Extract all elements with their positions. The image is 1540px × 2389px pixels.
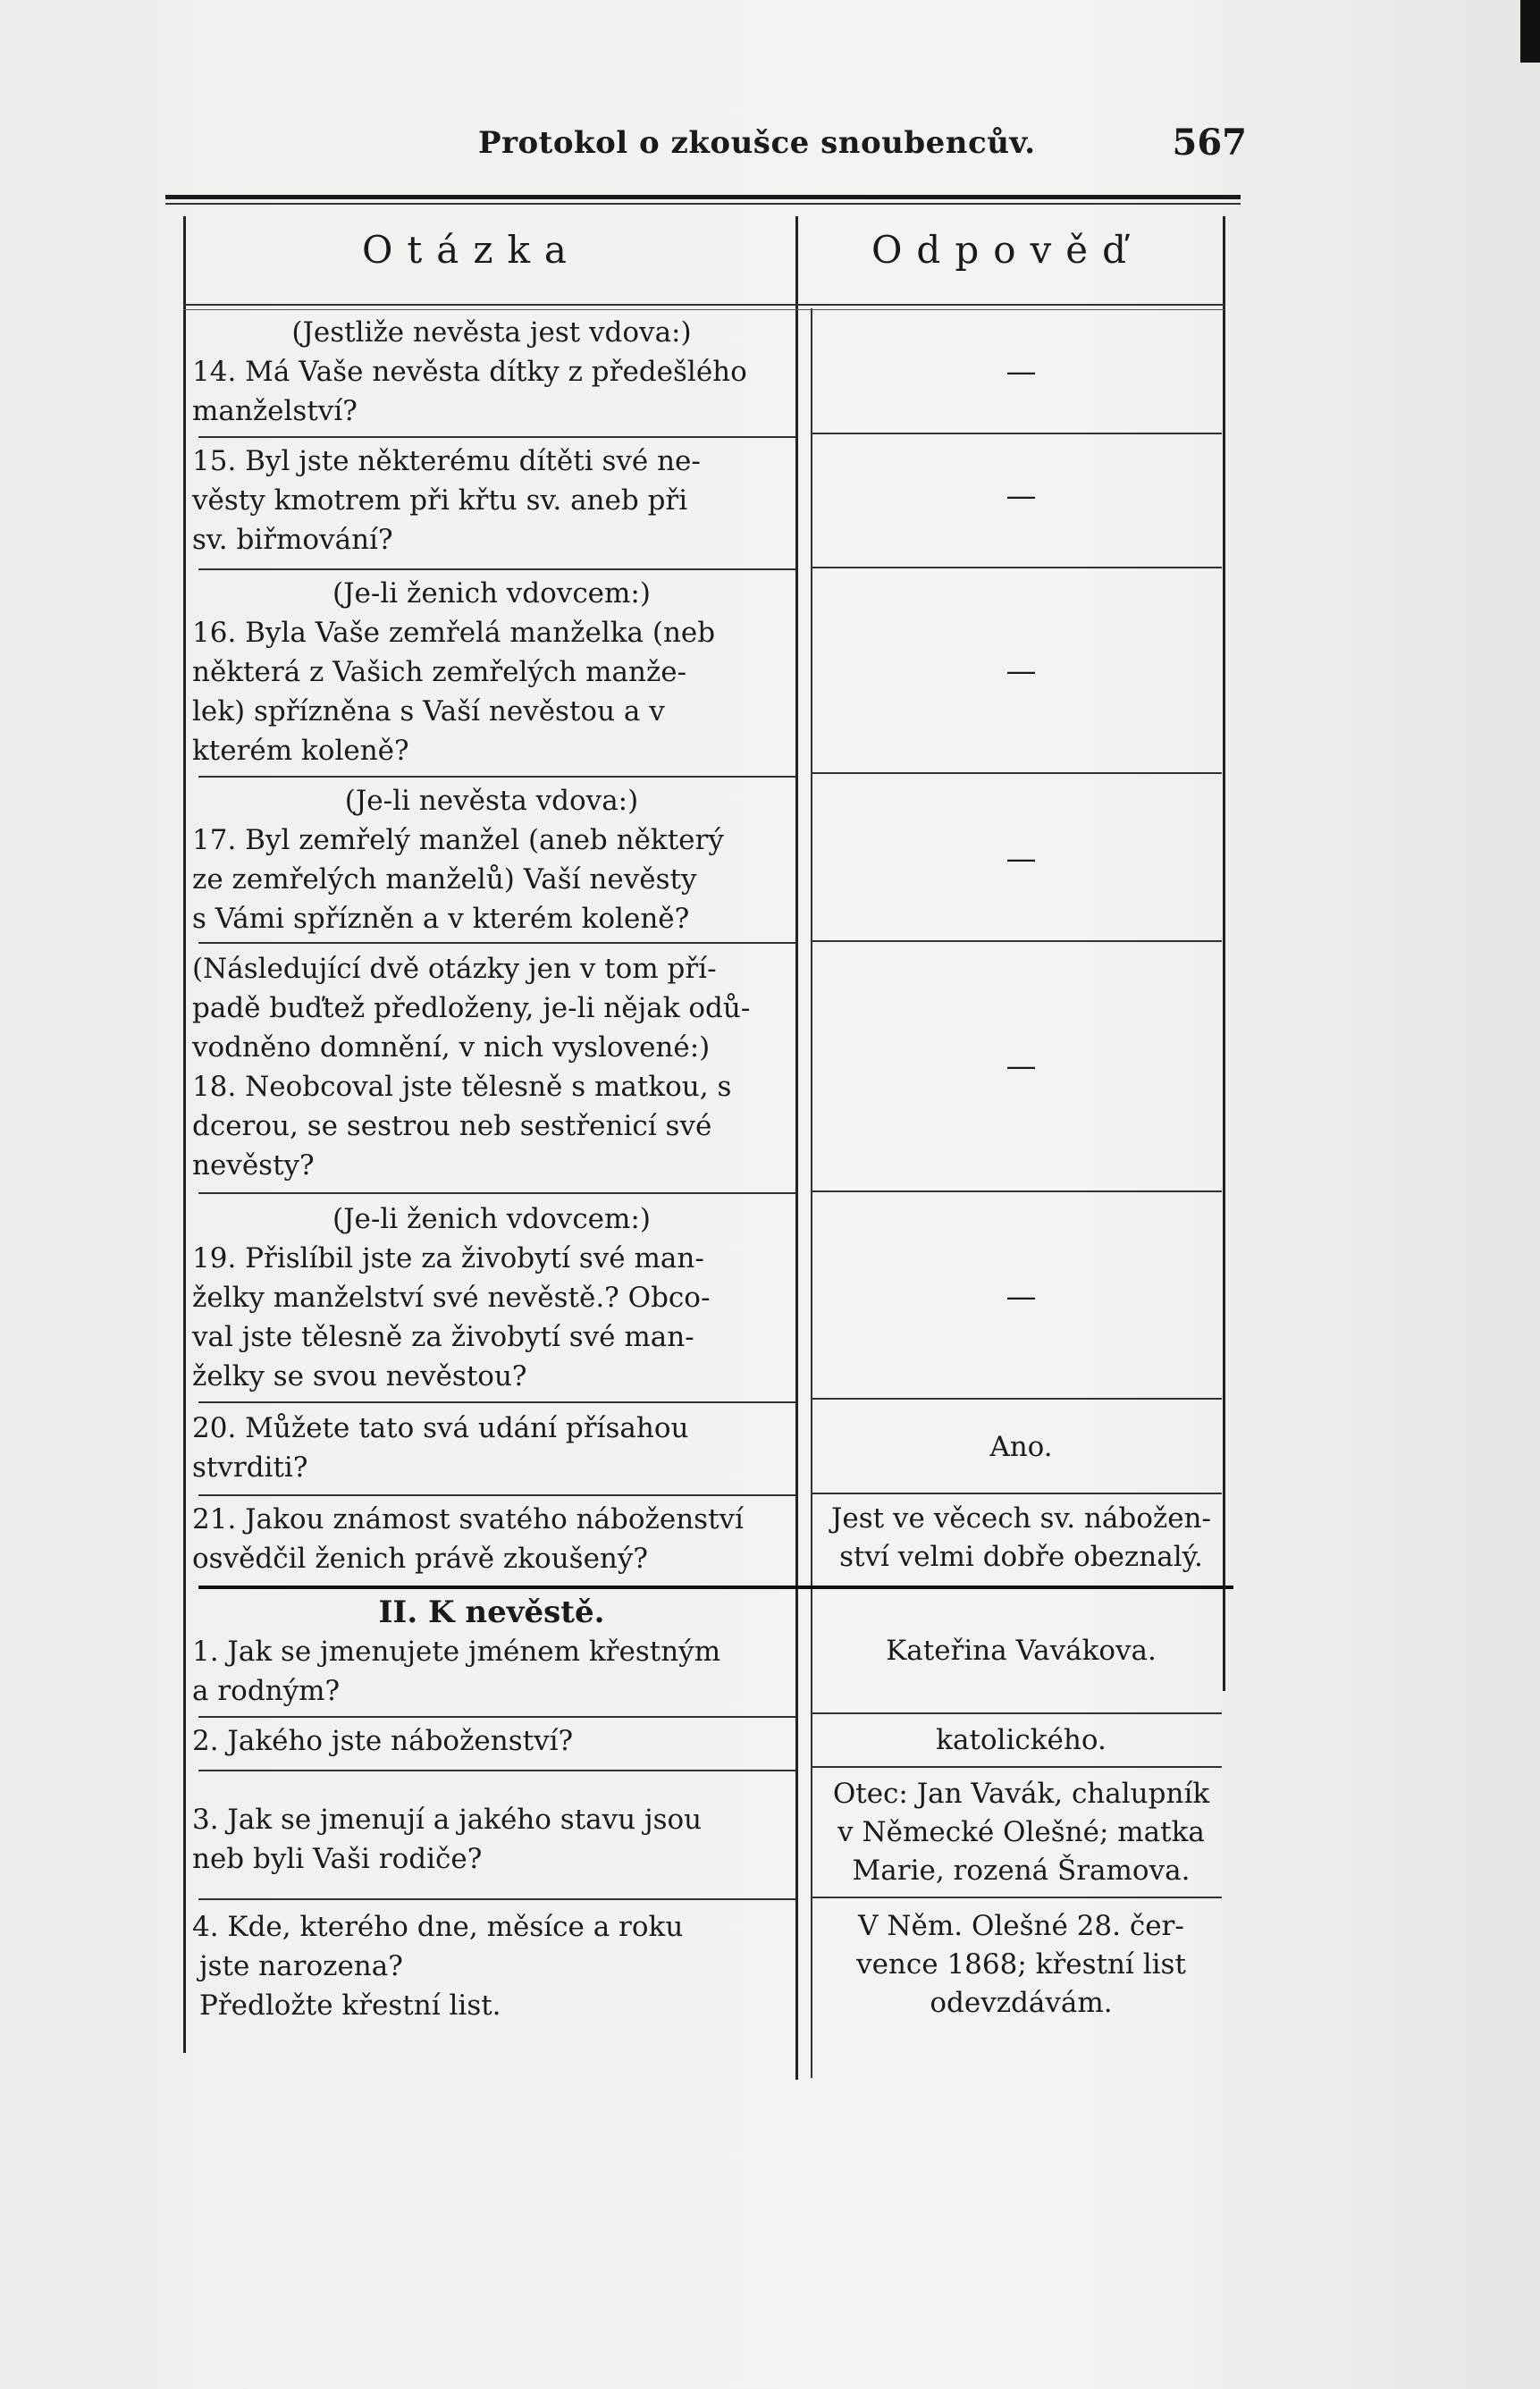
column-header-answer: Odpověď [871,228,1140,272]
row-separator [811,1766,1222,1768]
question-line: padě buďtež předloženy, je-li nějak odů- [192,992,751,1024]
row-separator [198,1192,795,1194]
question-line: 17. Byl zemřelý manžel (aneb některý [192,824,724,856]
row-separator [198,942,795,944]
question-line: osvědčil ženich právě zkoušený? [192,1543,649,1575]
question-cell [192,1593,791,1711]
table-divider [795,216,798,2080]
page-number: 567 [1172,122,1247,164]
question-line: některá z Vašich zemřelých manže- [192,656,687,688]
question-cell [192,1721,791,1761]
row-separator [198,1898,795,1900]
answer-cell: Otec: Jan Vavák, chalupník v Německé Olešné; matka Marie, rozená Šramova. [832,1778,1210,1887]
question-line: manželství? [192,395,358,427]
question-line: nevěsty? [192,1149,315,1182]
question-line: věsty kmotrem při křtu sv. aneb při [192,484,688,517]
row-separator [198,1494,795,1496]
question-cell [192,1907,791,2025]
question-line: 19. Přislíbil jste za živobytí své man- [192,1242,704,1274]
header-rule [165,195,1241,199]
question-line: 3. Jak se jmenují a jakého stavu jsou [192,1804,703,1836]
answer-cell: Ano. [989,1431,1053,1463]
row-separator [198,436,795,438]
answer-cell: — [1006,653,1037,689]
condition-note: (Je-li ženich vdovcem:) [332,1203,651,1235]
answer-cell: — [1006,1048,1037,1084]
question-line: val jste tělesně za živobytí své man- [192,1321,694,1353]
row-separator [811,1712,1222,1714]
header-rule-thin [165,203,1241,205]
question-line: 20. Můžete tato svá udání přísahou [192,1412,689,1444]
row-separator [198,1401,795,1403]
question-line: lek) spřízněna s Vaší nevěstou a v [192,695,665,728]
question-line: jste narozena? [199,1950,403,1982]
question-line: 4. Kde, kterého dne, měsíce a roku [192,1911,684,1943]
question-line: 18. Neobcoval jste tělesně s matkou, s [192,1071,732,1103]
answer-cell: V Něm. Olešné 28. čer- vence 1868; křestní list odevzdávám. [856,1910,1186,2019]
condition-note: (Je-li ženich vdovcem:) [332,577,651,610]
question-line: 14. Má Vaše nevěsta dítky z předešlého [192,356,747,388]
question-line: s Vámi spřízněn a v kterém koleně? [192,903,690,935]
question-line: Předložte křestní list. [199,1989,501,2022]
question-line: 1. Jak se jmenujete jménem křestným [192,1636,721,1668]
question-line: želky manželství své nevěstě.? Obco- [192,1282,711,1314]
question-cell [192,949,791,1185]
row-separator [811,940,1222,942]
row-separator [811,433,1222,434]
table-divider-inner [811,308,812,2078]
answer-cell: — [1006,478,1037,514]
row-separator [811,772,1222,774]
header-bottom-rule-thin [183,309,1224,310]
row-separator [811,567,1222,568]
header-bottom-rule [183,304,1224,306]
question-cell [192,781,791,938]
table-border-left [183,216,186,2053]
question-line: a rodným? [192,1675,341,1707]
column-header-question: Otázka [362,228,581,272]
row-separator [811,1398,1222,1400]
answer-cell: — [1006,841,1037,877]
condition-note: (Jestliže nevěsta jest vdova:) [291,316,692,349]
question-line: (Následující dvě otázky jen v tom pří- [192,953,717,985]
row-separator [811,1493,1222,1494]
row-separator [811,1897,1222,1898]
question-line: želky se svou nevěstou? [192,1360,527,1392]
row-separator [811,1190,1222,1192]
question-line: ze zemřelých manželů) Vaší nevěsty [192,863,697,896]
question-cell [192,1409,791,1487]
question-line: 2. Jakého jste náboženství? [192,1725,574,1757]
question-line: stvrditi? [192,1451,308,1484]
question-line: 16. Byla Vaše zemřelá manželka (neb [192,617,716,649]
question-line: kterém koleně? [192,735,409,767]
answer-cell: — [1006,354,1037,390]
answer-cell: katolického. [936,1724,1107,1756]
row-separator [198,1770,795,1771]
answer-cell: — [1006,1279,1037,1315]
question-line: dcerou, se sestrou neb sestřenicí své [192,1110,712,1142]
row-separator [198,776,795,778]
question-cell [192,442,791,559]
question-line: sv. biřmování? [192,524,393,556]
question-line: 21. Jakou známost svatého náboženství [192,1503,744,1535]
question-cell [192,1800,791,1879]
condition-note: (Je-li nevěsta vdova:) [344,785,639,817]
question-cell [192,574,791,770]
section-title: II. K nevěstě. [378,1594,605,1630]
row-separator [198,568,795,570]
section-separator [198,1586,1233,1589]
page-header [165,122,1247,170]
table-border-right [1223,216,1225,1691]
question-line: neb byli Vaši rodiče? [192,1843,483,1875]
question-cell [192,1199,791,1396]
answer-cell: Jest ve věcech sv. nábožen- ství velmi dobře obeznalý. [831,1502,1211,1573]
scan-edge [1520,0,1540,63]
question-cell [192,1500,791,1578]
running-title: Protokol o zkoušce snoubencův. [478,125,1036,161]
question-cell [192,313,791,431]
answer-cell: Kateřina Vavákova. [886,1635,1157,1667]
question-line: vodněno domnění, v nich vyslovené:) [192,1031,711,1064]
question-line: 15. Byl jste některému dítěti své ne- [192,445,701,477]
row-separator [198,1716,795,1718]
